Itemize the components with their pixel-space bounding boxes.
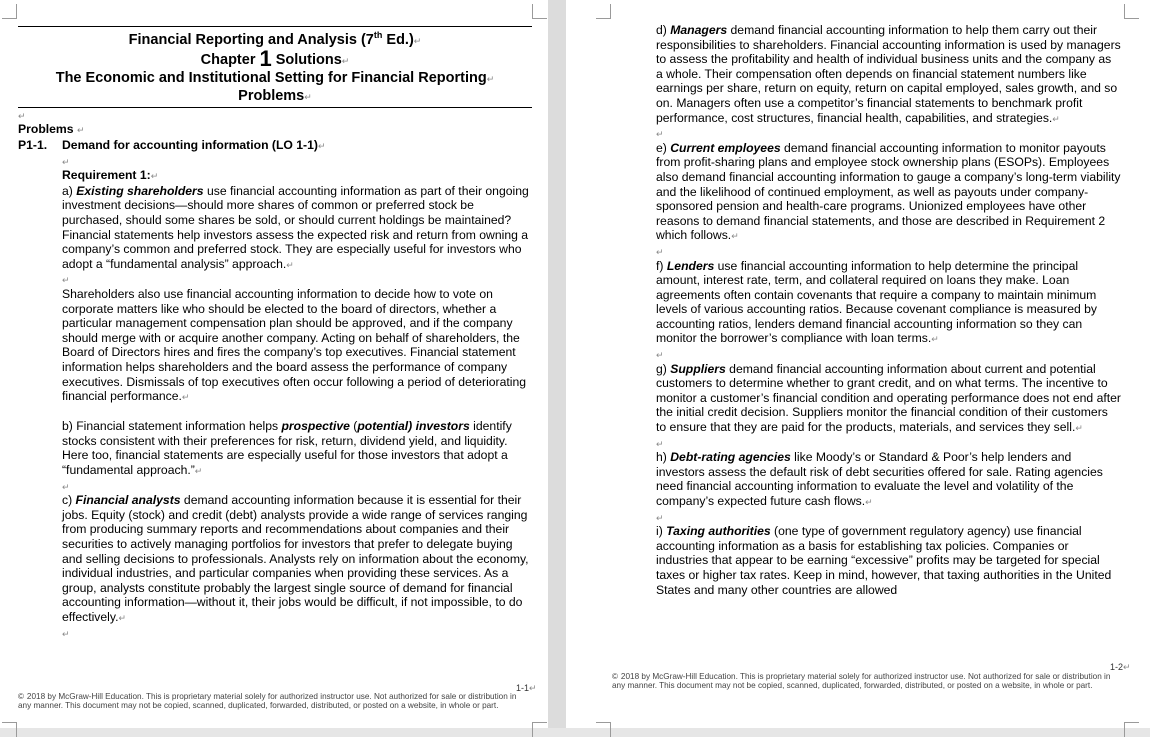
chapter-subtitle: The Economic and Institutional Setting for Financial Reporting↵ <box>55 69 495 86</box>
paragraph-taxing-authorities: i) Taxing authorities (one type of government regulatory agency) use financial accounting information as a basis for establishing tax policies. Companies or industries that appear to be earning “excessive” profits may be targeted for special taxes or higher tax rates. Keep in mind, however, that taxing authorities in the United States and many other countries are allowed <box>656 524 1112 597</box>
page-2-body: d) Managers demand financial accounting information to help them carry out their responsibilities to shareholders. Financial accounting information is used by managers to assess the profitability and health of individual business units and the company as a whole. Their compensation often depends on financial statement numbers like earnings per share, return on equity, return on capital employed, sales growth, and so on. Managers often use a competitor’s financial statements to benchmark profit performance, cost structures, financial health, capabilities, and strategies.↵ ↵ e) Current employees demand financial accounting information to monitor payouts from profit-sharing plans and employee stock ownership plans (ESOPs). Employees also demand financial accounting information to gauge a company’s long-term viability and the likelihood of continued employment, as well as payouts under company-sponsored pension and health-care programs. Unionized employees have other reasons to demand financial statements, and those are described in Requirement 2 which follows.↵ ↵ f) Lenders use financial accounting information to help determine the principal amount, interest rate, term, and collateral required on loans they make. Loan agreements often contain covenants that require a company to maintain minimum levels of various accounting ratios. Because covenant compliance is measured by accounting ratios, lenders demand financial accounting information so they can monitor the borrower’s compliance with loan terms.↵ ↵ g) Suppliers demand financial accounting information about current and potential customers to determine whether to grant credit, and on what terms. The incentive to monitor a customer’s financial condition and operating performance does not end after the initial credit decision. Suppliers monitor the financial condition of their customers to ensure that they are paid for the products, materials, and services they sell.↵ ↵ h) Debt-rating agencies like Moody’s or Standard & Poor’s help lenders and investors assess the default risk of debt securities offered for sale. Rating agencies need financial accounting information to evaluate the level and volatility of the company’s expected future cash flows.↵ ↵ i) Taxing authorities (one type of government regulatory agency) use financial accounting information as a basis for establishing tax policies. Companies or industries that appear to be earning “excessive” profits may be targeted for special taxes or higher tax rates. Keep in mind, however, that taxing authorities in the United States and many other countries are allowed <box>656 23 1121 597</box>
crop-mark <box>2 4 17 19</box>
paragraph-suppliers: g) Suppliers demand financial accounting information about current and potential customers to determine whether to grant credit, and on what terms. The incentive to monitor a customer’s financial condition and operating performance does not end after the initial credit decision. Suppliers monitor the financial condition of their customers to ensure that they are paid for the products, materials, and services they sell.↵ <box>656 361 1121 435</box>
crop-mark <box>532 4 547 19</box>
crop-mark <box>596 4 611 19</box>
copyright-footer: © 2018 by McGraw-Hill Education. This is proprietary material solely for authorized instructor use. Not authorized for sale or distribution in any manner. This document may not be copied, scanned, duplicated, forwarded, distributed, or posted on a website, in whole or part. <box>612 672 1111 691</box>
book-title: Financial Reporting and Analysis (7th Ed.)↵ <box>128 30 422 48</box>
crop-mark <box>532 722 547 737</box>
page-number: 1-1↵ <box>516 683 537 693</box>
paragraph-lenders: f) Lenders use financial accounting information to help determine the principal amount, interest rate, term, and collateral required on loans they make. Loan agreements often contain covenants that require a company to maintain minimum levels of various accounting ratios. Because covenant compliance is measured by accounting ratios, lenders demand financial accounting information so they can monitor the borrower’s compliance with loan terms.↵ <box>656 258 1098 346</box>
copyright-footer: © 2018 by McGraw-Hill Education. This is proprietary material solely for authorized instructor use. Not authorized for sale or distribution in any manner. This document may not be copied, scanned, duplicated, forwarded, distributed, or posted on a website, in whole or part. <box>18 692 517 711</box>
page-1-body: Financial Reporting and Analysis (7th Ed.)↵ Chapter 1 Solutions↵ The Economic and Institutional Setting for Financial Reporting↵ Problems↵ ↵ Problems ↵ P1-1. Demand for accounting information (LO 1-1)↵ ↵ Requirement 1:↵ a) Existing shareholders use financial accounting information as part of their ongoing investment decisions—should more shares of common or preferred stock be purchased, should some shares be sold, or should current holdings be maintained? Financial statements help investors assess the expected risk and return from owning a company’s common and preferred stock. They are especially useful for investors who adopt a “fundamental analysis” approach.↵ ↵ Shareholders also use financial accounting information to decide how to vote on corporate matters like who should be elected to the board of directors, whether a particular management compensation plan should be approved, and if the company should merge with or acquire another company. Acting on behalf of shareholders, the Board of Directors hires and fires the company’s top executives. Financial statement information helps shareholders and the board assess the performance of company executives. Dismissals of top executives often occur following a period of deteriorating financial performance.↵ b) Financial statement information helps prospective (potential) investors identify stocks consistent with their preferences for risk, return, dividend yield, and liquidity. Here too, financial statements are especially useful for those investors that adopt a “fundamental approach.”↵ ↵ c) Financial analysts demand accounting information because it is essential for their jobs. Equity (stock) and credit (debt) analysts provide a wide range of services ranging from producing summary reports and recommendations about companies and their securities to actively managing portfolios for investors that prefer to delegate buying and selling decisions to professionals. Analysts rely on information about the economy, individual industries, and particular companies when providing these services. As a group, analysts constitute probably the largest single source of demand for financial accounting information—without it, their jobs would be difficult, if not impossible, to do effectively.↵ ↵ <box>18 26 532 640</box>
chapter-heading: Chapter 1 Solutions↵ <box>200 45 350 71</box>
crop-mark <box>1124 4 1139 19</box>
page-gutter <box>548 0 566 728</box>
section-heading: Problems ↵ <box>18 122 85 137</box>
document-page-1 <box>0 0 548 728</box>
problem-heading: P1-1. Demand for accounting information (LO 1-1)↵ <box>18 138 326 153</box>
paragraph-current-employees: e) Current employees demand financial accounting information to monitor payouts from profit-sharing plans and employee stock ownership plans (ESOPs). Employees also demand financial accounting information to gauge a company’s long-term viability and the likelihood of continued employment, as well as payouts under company-sponsored pension and health-care programs. Unionized employees have other reasons to demand financial statements, and those are described in Requirement 2 which follows.↵ <box>656 140 1121 243</box>
paragraph-managers: d) Managers demand financial accounting information to help them carry out their responsibilities to shareholders. Financial accounting information is used by managers to assess the profitability and health of individual business units and the company as a whole. Their compensation often depends on financial statement numbers like earnings per share, return on equity, return on capital employed, sales growth, and so on. Managers often use a competitor’s financial statements to benchmark profit performance, cost structures, financial health, capabilities, and strategies.↵ <box>656 23 1121 125</box>
paragraph-financial-analysts: c) Financial analysts demand accounting information because it is essential for their jobs. Equity (stock) and credit (debt) analysts provide a wide range of services ranging from producing summary reports and recommendations about companies and their securities to actively managing portfolios for investors that prefer to delegate buying and selling decisions to professionals. Analysts rely on information about the economy, individual industries, and particular companies when providing these services. As a group, analysts constitute probably the largest single source of demand for financial accounting information—without it, their jobs would be difficult, if not impossible, to do effectively.↵ <box>62 493 529 625</box>
copyright-icon: © <box>612 672 618 681</box>
page-number: 1-2↵ <box>1110 662 1131 672</box>
paragraph-shareholders-vote: Shareholders also use financial accounting information to decide how to vote on corporate matters like who should be elected to the board of directors, whether a particular management compensation plan should be approved, and if the company should merge with or acquire another company. Acting on behalf of shareholders, the Board of Directors hires and fires the company’s top executives. Financial statement information helps shareholders and the board assess the performance of company executives. Dismissals of top executives often occur following a period of deteriorating financial performance.↵ <box>62 286 527 404</box>
copyright-icon: © <box>18 692 24 701</box>
paragraph-existing-shareholders: a) Existing shareholders use financial accounting information as part of their ongoing investment decisions—should more shares of common or preferred stock be purchased, should some shares be sold, or should current holdings be maintained? Financial statements help investors assess the expected risk and return from owning a company’s common and preferred stock. They are especially useful for investors who adopt a “fundamental analysis” approach.↵ <box>62 183 529 271</box>
chapter-title-block <box>18 26 532 108</box>
chapter-section-label: Problems↵ <box>238 87 312 104</box>
crop-mark <box>2 722 17 737</box>
paragraph-debt-rating-agencies: h) Debt-rating agencies like Moody’s or Standard & Poor’s help lenders and investors assess the default risk of debt securities offered for sale. Rating agencies need financial accounting information to evaluate the level and volatility of the company’s expected future cash flows.↵ <box>656 450 1103 508</box>
document-page-2 <box>566 0 1150 728</box>
crop-mark <box>596 722 611 737</box>
crop-mark <box>1124 722 1139 737</box>
requirement-heading: Requirement 1:↵ <box>62 168 159 183</box>
paragraph-prospective-investors: b) Financial statement information helps prospective (potential) investors identify stocks consistent with their preferences for risk, return, dividend yield, and liquidity. Here too, financial statements are especially useful for those investors that adopt a “fundamental approach.”↵ <box>62 419 512 478</box>
